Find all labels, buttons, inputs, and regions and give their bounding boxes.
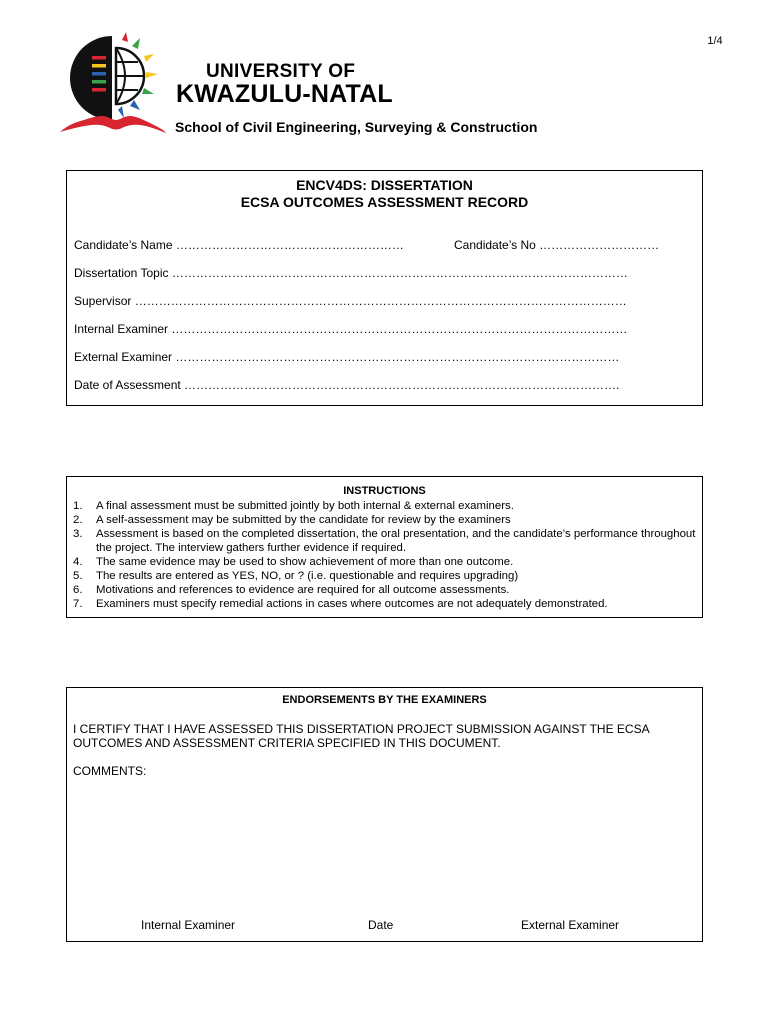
logo-bar-red-2 bbox=[92, 88, 106, 92]
instructions-list bbox=[73, 499, 696, 611]
logo-black-shield bbox=[70, 36, 112, 120]
comments-label: COMMENTS: bbox=[73, 764, 147, 778]
instructions-title: INSTRUCTIONS bbox=[343, 485, 426, 497]
school-name: School of Civil Engineering, Surveying & Construction bbox=[175, 119, 538, 135]
logo-ray-green bbox=[132, 38, 140, 49]
university-name-line1: UNIVERSITY OF bbox=[206, 61, 356, 82]
dissertation-topic-field[interactable]: Dissertation Topic …………………………………………………………………………………………………… bbox=[74, 266, 628, 280]
university-logo bbox=[60, 30, 170, 135]
instructions-box bbox=[66, 476, 703, 618]
logo-ray-blue bbox=[130, 100, 140, 110]
internal-examiner-field[interactable]: Internal Examiner …………………………………………………………………………………………………… bbox=[74, 322, 628, 336]
logo-bar-blue bbox=[92, 72, 106, 76]
list-item: 3. Assessment is based on the completed dissertation, the oral presentation, and the candidate’s performance throughout the project. The interview gathers further evidence if required. bbox=[73, 528, 696, 554]
page-number: 1/4 bbox=[707, 35, 723, 47]
logo-ray-yellow-2 bbox=[146, 72, 158, 78]
certification-statement: I CERTIFY THAT I HAVE ASSESSED THIS DISSERTATION PROJECT SUBMISSION AGAINST THE ECSA OUTCOMES AND ASSESSMENT CRITERIA SPECIFIED IN THIS DOCUMENT. bbox=[73, 722, 649, 750]
logo-ray-blue-2 bbox=[118, 106, 124, 118]
supervisor-field[interactable]: Supervisor …………………………………………………………………………………………………………… bbox=[74, 294, 627, 308]
university-name-line2: KWAZULU-NATAL bbox=[176, 80, 393, 108]
course-title: ENCV4DS: DISSERTATION bbox=[296, 177, 473, 193]
candidate-name-field[interactable]: Candidate’s Name ………………………………………………… bbox=[74, 238, 404, 252]
logo-ray-red bbox=[122, 32, 128, 42]
date-of-assessment-field[interactable]: Date of Assessment ………………………………………………………………………………………………. bbox=[74, 378, 620, 392]
list-item: 7. Examiners must specify remedial actions in cases where outcomes are not adequately demonstrated. bbox=[73, 598, 608, 610]
list-item: 4. The same evidence may be used to show achievement of more than one outcome. bbox=[73, 556, 514, 568]
external-examiner-field[interactable]: External Examiner ………………………………………………………………………………………………… bbox=[74, 350, 620, 364]
date-signature-label: Date bbox=[368, 918, 394, 932]
record-title: ECSA OUTCOMES ASSESSMENT RECORD bbox=[240, 194, 529, 210]
list-item: 2. A self-assessment may be submitted by the candidate for review by the examiners bbox=[73, 514, 511, 526]
logo-ray-green-2 bbox=[142, 88, 154, 94]
candidate-no-field[interactable]: Candidate’s No ………………………… bbox=[454, 238, 660, 252]
logo-bar-green bbox=[92, 80, 106, 84]
logo-bar-red bbox=[92, 56, 106, 60]
endorsements-title: ENDORSEMENTS BY THE EXAMINERS bbox=[282, 694, 487, 706]
list-item: 6. Motivations and references to evidence are required for all outcome assessments. bbox=[73, 584, 510, 596]
list-item: 1. A final assessment must be submitted jointly by both internal & external examiners. bbox=[73, 500, 514, 512]
assessment-record-box bbox=[66, 170, 703, 406]
logo-bar-yellow bbox=[92, 64, 106, 68]
list-item: 5. The results are entered as YES, NO, or ? (i.e. questionable and requires upgrading) bbox=[73, 570, 519, 582]
internal-examiner-signature-label: Internal Examiner bbox=[141, 918, 236, 932]
external-examiner-signature-label: External Examiner bbox=[521, 918, 620, 932]
endorsements-box bbox=[66, 687, 703, 942]
logo-red-wave bbox=[60, 116, 166, 133]
logo-ray-yellow bbox=[144, 54, 154, 62]
